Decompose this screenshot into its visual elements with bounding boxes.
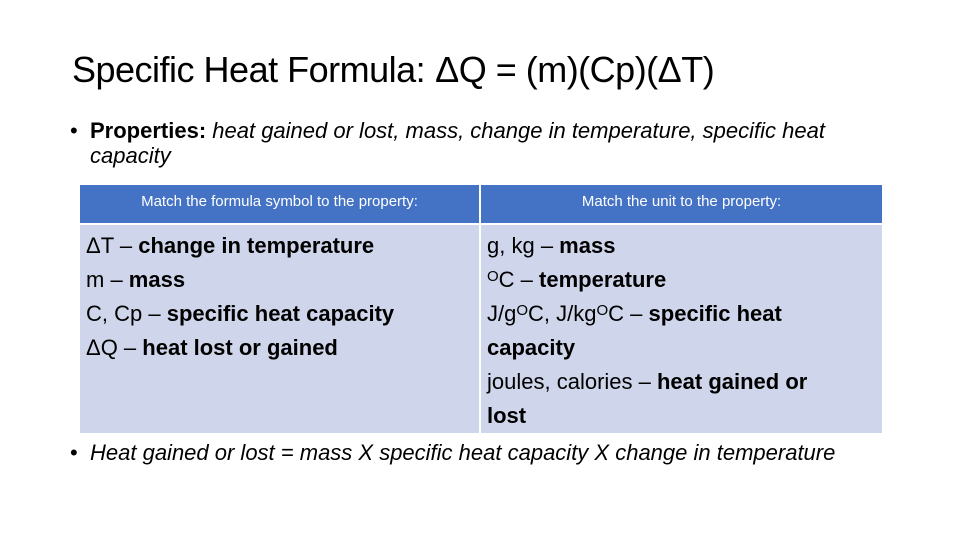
property: heat gained or [656, 369, 808, 394]
bullet-summary [70, 440, 890, 465]
title-formula: ΔQ = (m)(Cp)(ΔT) [435, 49, 715, 90]
unit-line-heat [487, 365, 876, 399]
degree-mark: O [596, 302, 609, 319]
unit: J/g [487, 301, 517, 326]
unit: g, kg [487, 233, 535, 258]
title-main: Specific Heat Formula: [72, 49, 426, 90]
degree-mark: O [516, 302, 529, 319]
symbol: m [86, 267, 105, 292]
bullet-text [70, 118, 890, 168]
symbol: C, Cp [86, 301, 143, 326]
bullet-body: Heat gained or lost = mass X specific heat capacity X change in temperature [90, 440, 836, 465]
bullet-marker: • [70, 118, 78, 143]
symbol-line [86, 263, 473, 297]
unit: joules, calories [487, 369, 633, 394]
separator: – [104, 267, 129, 292]
unit: C [498, 267, 515, 292]
separator: – [534, 233, 560, 258]
separator: – [624, 301, 649, 326]
property: specific heat capacity [166, 301, 395, 326]
property: specific heat [648, 301, 782, 326]
symbol: ΔT [86, 233, 114, 258]
property: heat lost or gained [142, 335, 338, 360]
bullet-body: heat gained or lost, mass, change in temperature, specific heat capacity [90, 118, 825, 168]
unit-line-specific-heat [487, 297, 876, 331]
unit-cell [480, 224, 883, 434]
property: lost [487, 403, 527, 428]
property: mass [128, 267, 186, 292]
separator: – [632, 369, 657, 394]
property: mass [559, 233, 616, 258]
unit: C, J/kg [528, 301, 597, 326]
symbol-cell [79, 224, 480, 434]
bullet-properties [70, 118, 890, 168]
degree-mark: O [487, 268, 499, 285]
symbol-line [86, 229, 473, 263]
separator: – [117, 335, 143, 360]
separator: – [142, 301, 167, 326]
separator: – [514, 267, 540, 292]
unit: C [608, 301, 625, 326]
property: change in temperature [138, 233, 375, 258]
unit-line-heat-cont [487, 399, 876, 433]
symbol-line [86, 297, 473, 331]
slide-title [72, 48, 892, 100]
unit-line-temperature [487, 263, 876, 297]
matching-table [78, 183, 884, 435]
bullet-text [70, 440, 890, 465]
bullet-label: Properties: [90, 118, 207, 143]
symbol-line [86, 331, 473, 365]
unit-line-mass [487, 229, 876, 263]
header-unit: Match the unit to the property: [480, 184, 883, 224]
property: temperature [539, 267, 667, 292]
symbol: ΔQ [86, 335, 118, 360]
separator: – [113, 233, 139, 258]
header-symbol: Match the formula symbol to the property: [79, 184, 480, 224]
table-body-row [79, 224, 883, 434]
unit-line-specific-heat-cont [487, 331, 876, 365]
table-header-row [79, 184, 883, 224]
bullet-marker: • [70, 440, 78, 465]
property: capacity [487, 335, 576, 360]
